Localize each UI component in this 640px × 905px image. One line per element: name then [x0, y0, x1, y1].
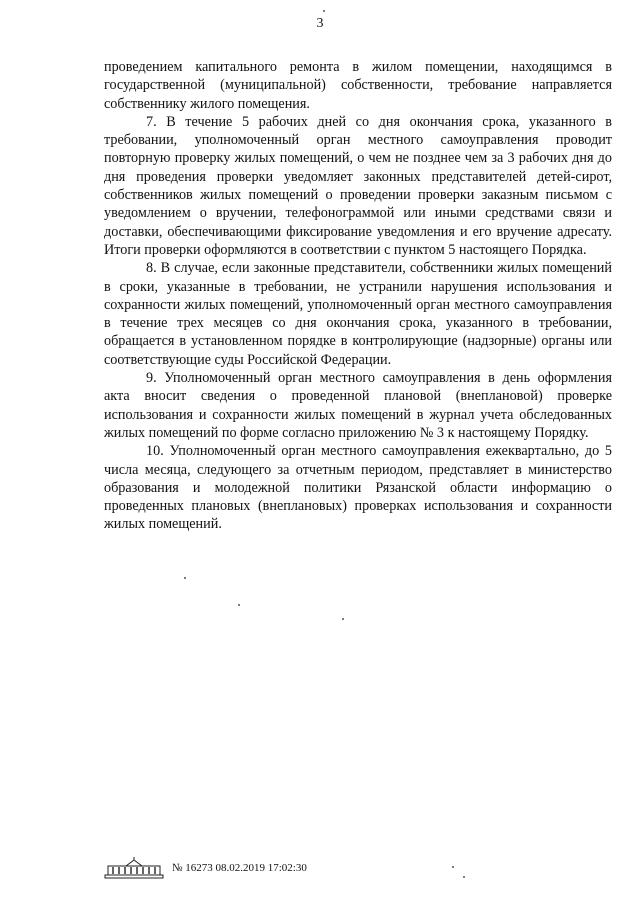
scan-speck	[184, 577, 186, 579]
paragraph-9: 9. Уполномоченный орган местного самоуправления в день оформления акта вносит сведения о проведенной плановой (внеплановой) проверке использования и сохранности жилых помещений в журнал учета обследованных жилых помещений по форме согласно приложению № 3 к настоящему Порядку.	[104, 370, 612, 441]
page-number: 3	[316, 16, 324, 31]
registration-stamp: № 16273 08.02.2019 17:02:30	[172, 862, 307, 874]
scan-speck	[238, 604, 240, 606]
scan-speck	[323, 10, 325, 12]
document-body	[104, 58, 612, 534]
document-footer	[104, 856, 307, 880]
paragraph-10: 10. Уполномоченный орган местного самоуправления ежеквартально, до 5 числа месяца, следующего за отчетным периодом, представляет в министерство образования и молодежной политики Рязанской области информацию о проведенных плановых (внеплановых) проверках использования и сохранности жилых помещений.	[104, 443, 612, 533]
paragraph-continuation: проведением капитального ремонта в жилом помещении, находящимся в государственной (муниципальной) собственности, требование направляется собственнику жилого помещения.	[104, 59, 612, 112]
scan-speck	[342, 618, 344, 620]
paragraph-8: 8. В случае, если законные представители, собственники жилых помещений в сроки, указанные в требовании, не устранили нарушения использования и сохранности жилых помещений, уполномоченный орган местного самоуправления в течение трех месяцев со дня окончания срока, указанного в требовании, обращается в установленном порядке в контролирующие (надзорные) органы или соответствующие суды Российской Федерации.	[104, 260, 612, 368]
scan-speck	[452, 866, 454, 868]
paragraph-7: 7. В течение 5 рабочих дней со дня окончания срока, указанного в требовании, уполномоченный орган местного самоуправления проводит повторную проверку жилых помещений, о чем не позднее чем за 3 рабочих дня до дня проведения проверки уведомляет законных представителей детей-сирот, собственников жилых помещений о проведении проверки заказным письмом с уведомлением о вручении, телефонограммой или иными средствами связи и доставки, обеспечивающими фиксирование уведомления и его вручение адресату. Итоги проверки оформляются в соответствии с пунктом 5 настоящего Порядка.	[104, 113, 612, 258]
government-building-logo-icon	[104, 857, 164, 879]
scan-speck	[463, 876, 465, 878]
